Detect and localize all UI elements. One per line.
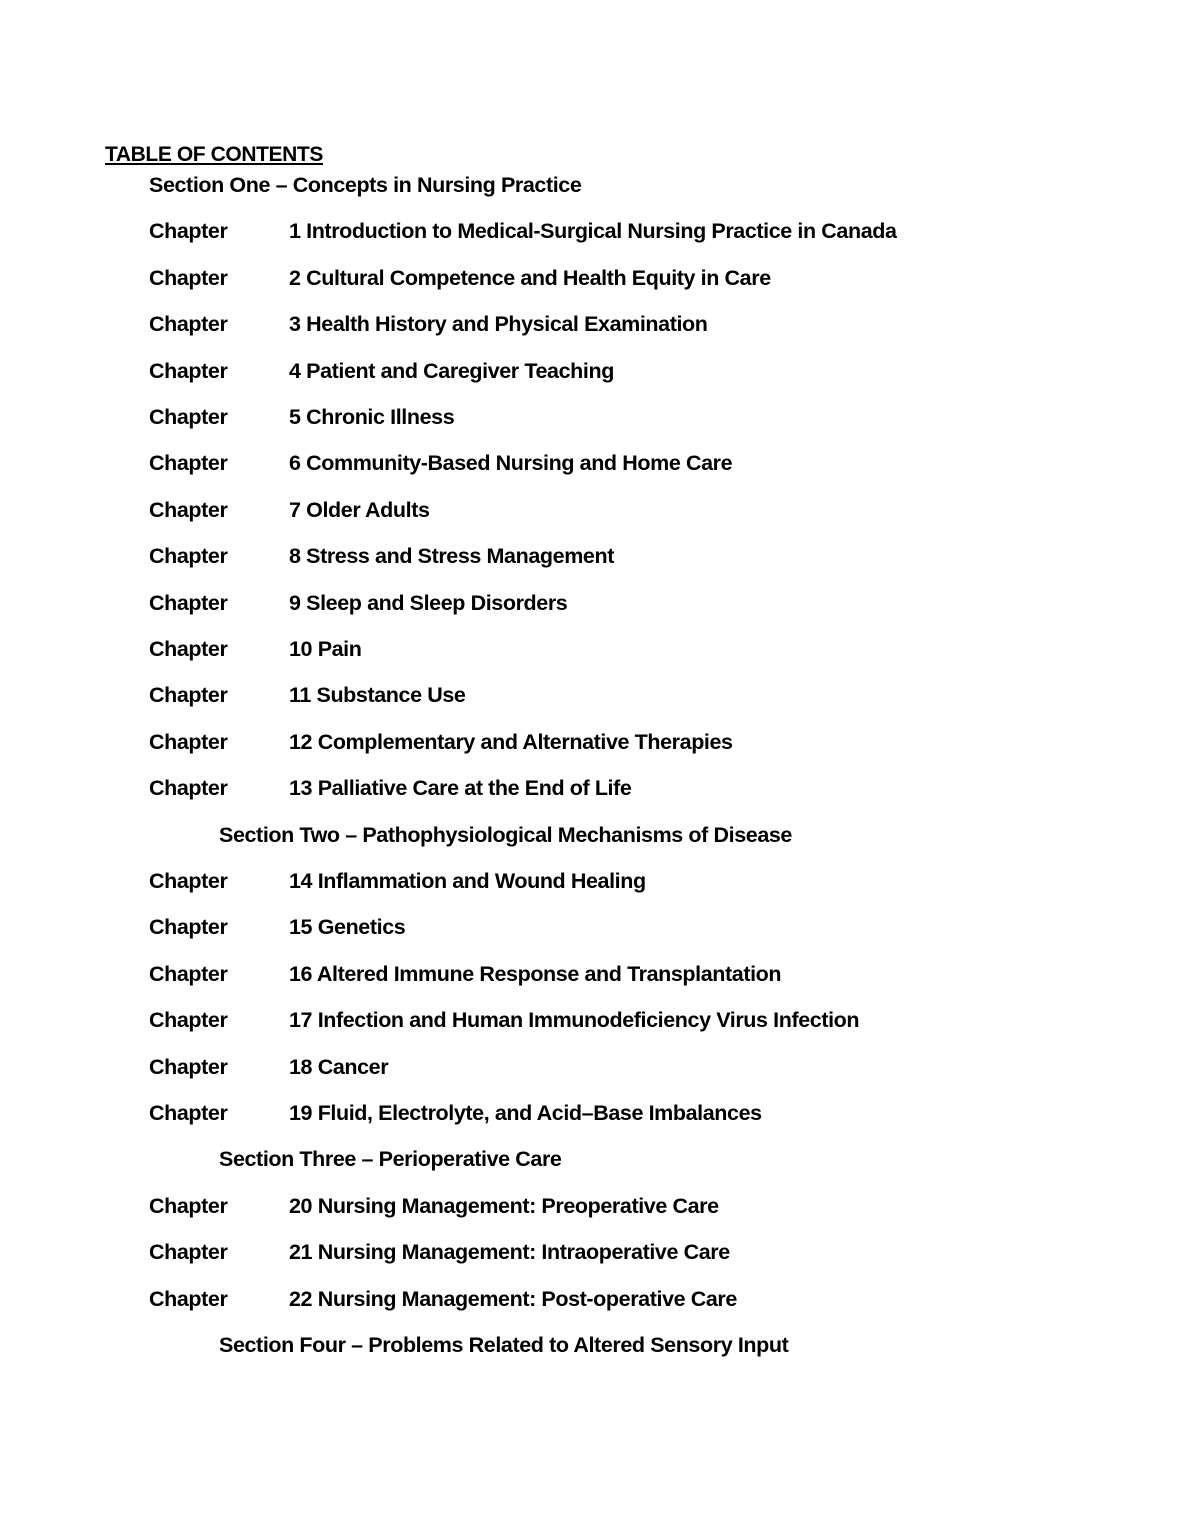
chapter-title: 1 Introduction to Medical-Surgical Nursing Practice in Canada — [289, 219, 897, 244]
chapter-title: 6 Community-Based Nursing and Home Care — [289, 451, 733, 476]
section-heading: Section One – Concepts in Nursing Practice — [149, 173, 582, 197]
chapter-entry — [149, 1007, 1049, 1033]
chapter-entry — [149, 1054, 1049, 1080]
chapter-label: Chapter — [149, 915, 228, 940]
chapter-label: Chapter — [149, 544, 228, 569]
chapter-entry — [149, 775, 1049, 801]
chapter-entry — [149, 218, 1049, 244]
chapter-title: 15 Genetics — [289, 915, 406, 940]
chapter-title: 3 Health History and Physical Examination — [289, 312, 708, 337]
chapter-title: 19 Fluid, Electrolyte, and Acid–Base Imbalances — [289, 1101, 762, 1125]
chapter-label: Chapter — [149, 1008, 228, 1033]
chapter-label: Chapter — [149, 1101, 228, 1125]
chapter-title: 17 Infection and Human Immunodeficiency Virus Infection — [289, 1008, 860, 1033]
chapter-label: Chapter — [149, 1286, 228, 1311]
chapter-label: Chapter — [149, 358, 228, 383]
chapter-label: Chapter — [149, 590, 228, 615]
chapter-title: 20 Nursing Management: Preoperative Care — [289, 1193, 719, 1218]
chapter-label: Chapter — [149, 265, 228, 290]
chapter-entry — [149, 450, 1049, 476]
chapter-title: 9 Sleep and Sleep Disorders — [289, 590, 568, 615]
chapter-label: Chapter — [149, 961, 228, 986]
chapter-label: Chapter — [149, 869, 228, 893]
chapter-entry — [149, 729, 1049, 755]
chapter-title: 10 Pain — [289, 637, 362, 661]
toc-heading: TABLE OF CONTENTS — [105, 143, 323, 166]
chapter-entry — [149, 1100, 1049, 1126]
chapter-title: 18 Cancer — [289, 1054, 389, 1079]
chapter-label: Chapter — [149, 451, 228, 476]
chapter-title: 13 Palliative Care at the End of Life — [289, 776, 632, 801]
chapter-title: 4 Patient and Caregiver Teaching — [289, 358, 614, 383]
chapter-label: Chapter — [149, 637, 228, 661]
chapter-title: 12 Complementary and Alternative Therapies — [289, 729, 733, 754]
chapter-label: Chapter — [149, 1240, 228, 1265]
chapter-entry — [149, 1286, 1049, 1312]
chapter-label: Chapter — [149, 405, 228, 429]
chapter-label: Chapter — [149, 776, 228, 801]
chapter-title: 21 Nursing Management: Intraoperative Care — [289, 1240, 730, 1265]
chapter-label: Chapter — [149, 1193, 228, 1218]
chapter-entry — [149, 404, 1049, 430]
chapter-label: Chapter — [149, 1054, 228, 1079]
chapter-entry — [149, 497, 1049, 523]
section-heading: Section Two – Pathophysiological Mechanisms of Disease — [219, 822, 792, 847]
chapter-title: 7 Older Adults — [289, 497, 430, 522]
chapter-label: Chapter — [149, 683, 228, 708]
chapter-entry — [149, 311, 1049, 337]
chapter-label: Chapter — [149, 312, 228, 337]
chapter-entry — [149, 682, 1049, 708]
chapter-title: 2 Cultural Competence and Health Equity in Care — [289, 265, 771, 290]
chapter-title: 22 Nursing Management: Post-operative Care — [289, 1286, 737, 1311]
chapter-entry — [149, 636, 1049, 662]
chapter-title: 11 Substance Use — [289, 683, 466, 708]
chapter-label: Chapter — [149, 219, 228, 244]
chapter-entry — [149, 590, 1049, 616]
chapter-title: 14 Inflammation and Wound Healing — [289, 869, 646, 893]
chapter-entry — [149, 358, 1049, 384]
chapter-entry — [149, 961, 1049, 987]
chapter-label: Chapter — [149, 729, 228, 754]
chapter-label: Chapter — [149, 497, 228, 522]
chapter-title: 16 Altered Immune Response and Transplantation — [289, 961, 782, 986]
chapter-title: 5 Chronic Illness — [289, 405, 455, 429]
chapter-entry — [149, 914, 1049, 940]
section-heading: Section Three – Perioperative Care — [219, 1147, 562, 1172]
chapter-entry — [149, 868, 1049, 894]
chapter-entry — [149, 1193, 1049, 1219]
section-heading: Section Four – Problems Related to Altered Sensory Input — [219, 1333, 789, 1357]
chapter-entry — [149, 1239, 1049, 1265]
chapter-entry — [149, 265, 1049, 291]
chapter-entry — [149, 543, 1049, 569]
chapter-title: 8 Stress and Stress Management — [289, 544, 614, 569]
